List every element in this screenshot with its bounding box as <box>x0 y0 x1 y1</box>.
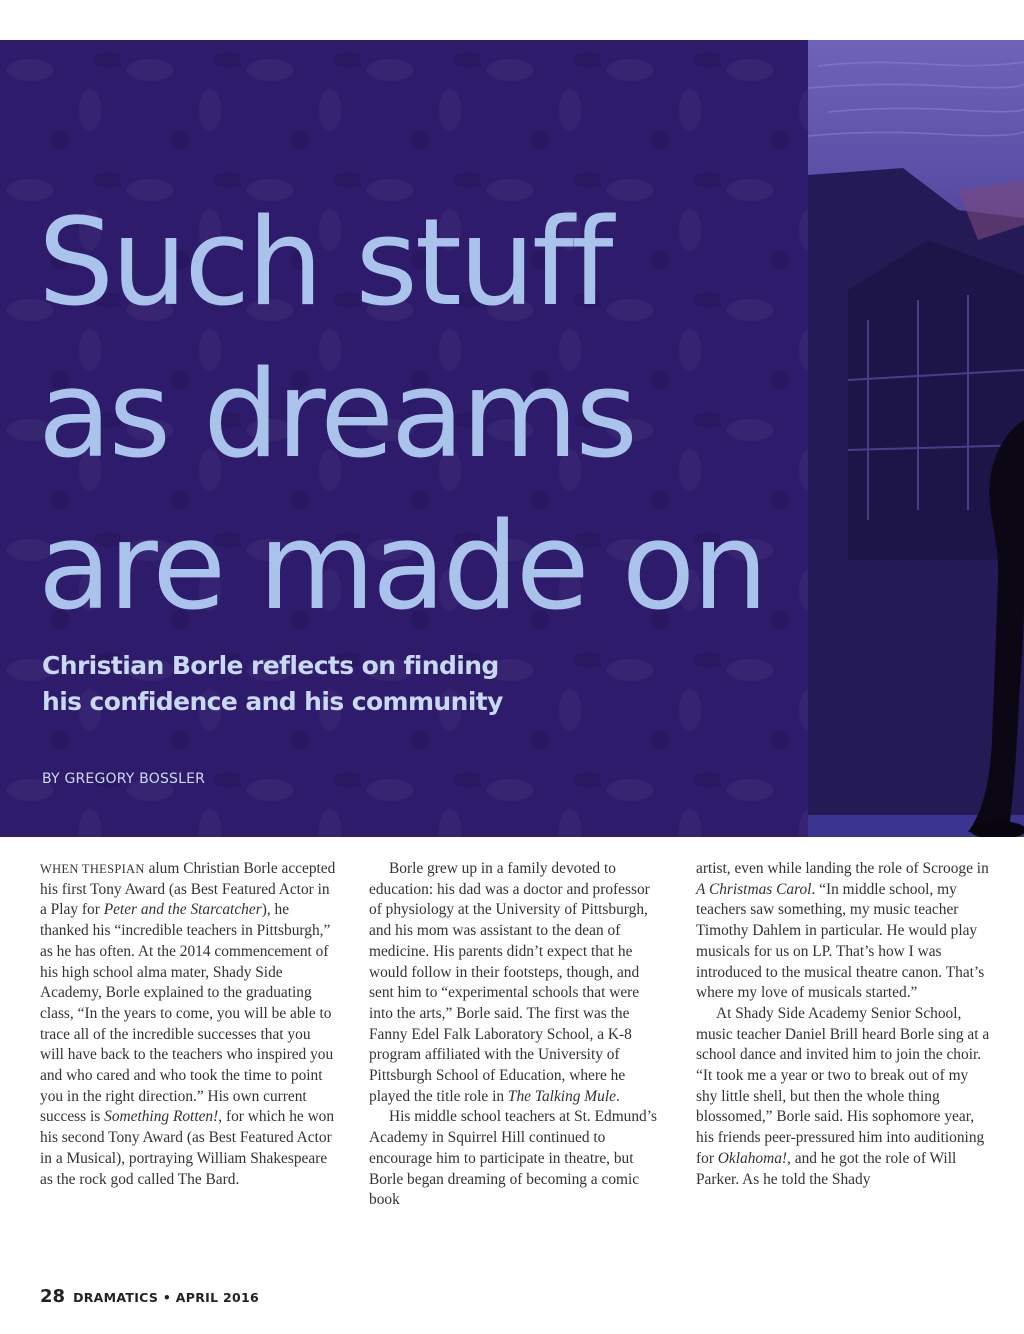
paragraph: At Shady Side Academy Senior School, music teacher Daniel Brill heard Borle sing at a school dance and invited him to join the choir. “It took me a year or two to break out of my shy little shell, but then the whole thing blossomed,” Borle said. His sophomore year, his friends peer-pressured him into auditioning for Oklahoma!, and he got the role of Will Parker. As he told the Shady <box>696 1004 990 1188</box>
headline <box>38 188 765 644</box>
show-title: A Christmas Carol <box>696 880 812 898</box>
article-column-1 <box>40 859 336 1190</box>
article-column-3 <box>696 859 992 1190</box>
publication-info: DRAMATICS • APRIL 2016 <box>73 1290 259 1305</box>
stage-photo <box>808 40 1024 837</box>
headline-line: Such stuff <box>38 194 611 333</box>
paragraph: Borle grew up in a family devoted to education: his dad was a doctor and professor of physiology at the University of Pittsburgh, and his mom was assistant to the dean of medicine. His parents didn’t expect that he would follow in their footsteps, though, and sent him to “experimental schools that were into the arts,” Borle said. The first was the Fanny Edel Falk Laboratory School, a K-8 program affiliated with the University of Pittsburgh School of Education, where he played the title role in The Talking Mule. <box>369 860 650 1105</box>
paragraph: His middle school teachers at St. Edmund’s Academy in Squirrel Hill continued to encourage him to participate in theatre, but Borle began dreaming of becoming a comic book <box>369 1108 658 1209</box>
show-title: Something Rotten! <box>104 1108 219 1126</box>
deck-line: his confidence and his community <box>42 687 503 716</box>
show-title: The Talking Mule <box>507 1087 616 1105</box>
deck <box>42 648 503 720</box>
byline: BY GREGORY BOSSLER <box>42 771 206 787</box>
lead-in: WHEN THESPIAN <box>40 862 145 876</box>
headline-line: as dreams <box>38 346 635 485</box>
deck-line: Christian Borle reflects on finding <box>42 651 499 680</box>
paragraph: artist, even while landing the role of Scrooge in A Christmas Carol. “In middle school, my teachers saw something, my music teacher Timothy Dahlem in particular. He would play musicals for us on LP. That’s how I was introduced to the musical theatre canon. That’s where my love of musicals started.” <box>696 860 989 1002</box>
paragraph: WHEN THESPIAN alum Christian Borle accepted his first Tony Award (as Best Featured Actor in a Play for Peter and the Starcatcher), he thanked his “incredible teachers in Pittsburgh,” as he has often. At the 2014 commencement of his high school alma mater, Shady Side Academy, Borle explained to the graduating class, “In the years to come, you will be able to trace all of the incredible successes that you will have back to the teachers who inspired you and who cared and who took the time to point you in the right direction.” His own current success is Something Rotten!, for which he won his second Tony Award (as Best Featured Actor in a Musical), portraying William Shakespeare as the rock god called The Bard. <box>40 860 336 1188</box>
hero-banner <box>0 40 1024 837</box>
headline-line: are made on <box>38 498 766 637</box>
page-footer <box>40 1286 259 1307</box>
page-number: 28 <box>40 1286 66 1307</box>
show-title: Peter and the Starcatcher <box>103 901 262 919</box>
show-title: Oklahoma! <box>717 1149 788 1167</box>
stage-photo-illustration <box>808 40 1024 837</box>
article-column-2 <box>369 859 665 1211</box>
